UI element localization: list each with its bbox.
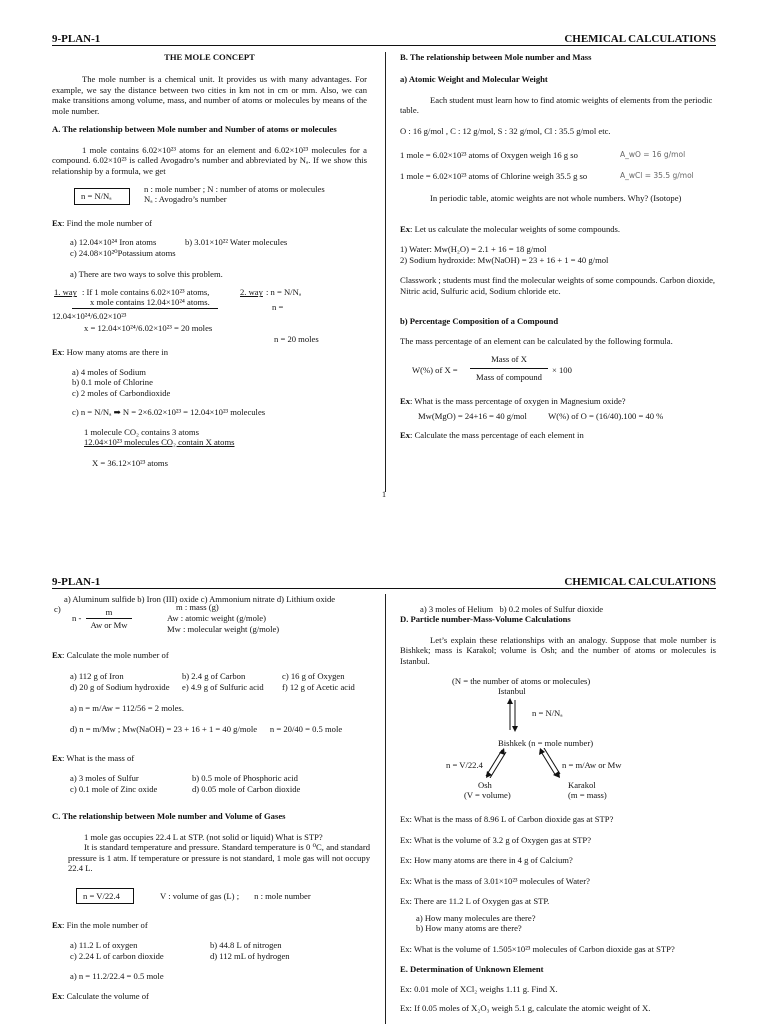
water-weight: 1) Water: Mw(H₂O) = 2.1 + 16 = 18 g/mol (400, 244, 547, 255)
left-diagonal-arrow-icon (482, 748, 508, 778)
section-b-sub-a: a) Atomic Weight and Molecular Weight (400, 74, 548, 85)
atomic-weights: O : 16 g/mol , C : 12 g/mol, S : 32 g/mol, Cl : 35.5 g/mol etc. (400, 125, 611, 136)
ex7-d: d) 0.05 mole of Carbon dioxide (192, 784, 301, 795)
diagram-karakol: Karakol (568, 780, 596, 791)
page2-right-column (400, 594, 716, 1014)
ex8-a: a) 11.2 L of oxygen (70, 940, 138, 951)
ex1-b: b) 3.01×10²² Water molecules (185, 236, 288, 247)
n-equals: n - (72, 613, 82, 624)
page1-header-right: CHEMICAL CALCULATIONS (564, 33, 716, 45)
volume-formula-box: n = V/22.4 (76, 888, 134, 904)
ex-label: Ex (52, 650, 63, 661)
section-d-text: Let’s explain these relationships with an analogy. Suppose that mole number is Bishkek; mass is Karakol; volume is Osh; and the number of atoms or molecules is Istanbul. (400, 634, 716, 666)
way2-line1: : n = N/Nₐ (266, 287, 302, 298)
example-5 (400, 430, 716, 440)
diagram-karakol-mass: (m = mass) (568, 790, 607, 801)
section-e-title: E. Determination of Unknown Element (400, 964, 544, 975)
formula-numerator: Mass of X (491, 354, 527, 365)
example-3 (400, 224, 716, 234)
way1-line1: : If 1 mole contains 6.02×10²³ atoms, (82, 287, 210, 298)
ex-text: : Let us calculate the molecular weights of some compounds. (410, 223, 621, 234)
section-b-text: Each student must learn how to find atomic weights of elements from the periodic table. (400, 94, 713, 116)
ex6-a: a) 112 g of Iron (70, 670, 124, 681)
ex6-solution-d: d) n = m/Mw ; Mw(NaOH) = 23 + 16 + 1 = 40 g/mole n = 20/40 = 0.5 mole (70, 724, 343, 735)
ex-label: Ex (52, 347, 63, 358)
vertical-double-arrow-icon (506, 698, 520, 732)
example-2 (52, 347, 367, 357)
ex2-solution-c: c) n = N/Nₐ ➡ N = 2×6.02×10²³ = 12.04×10²³ molecules (72, 407, 266, 418)
formula-denominator: Mass of compound (476, 372, 542, 383)
example-7 (52, 753, 370, 763)
ex6-c: c) 16 g of Oxygen (282, 670, 345, 681)
formula-bar (470, 368, 548, 369)
formula-def-2: Nₐ : Avogadro’s number (144, 194, 227, 205)
question-4: Ex: What is the mass of 3.01×10²³ molecules of Water? (400, 875, 590, 886)
example-9 (52, 991, 370, 1001)
way2-label: 2. way (240, 287, 263, 298)
ex7-c: c) 0.1 mole of Zinc oxide (70, 784, 158, 795)
periodic-note: In periodic table, atomic weights are not whole numbers. Why? (Isotope) (430, 193, 682, 204)
page-number: 1 (382, 490, 386, 499)
formula-def-1: n : mole number ; N : number of atoms or molecules (144, 184, 325, 195)
diagram-istanbul: Istanbul (498, 686, 526, 697)
section-d-title: D. Particle number-Mass-Volume Calculations (400, 614, 571, 625)
c-label: c) (54, 604, 61, 615)
question-5b: b) How many atoms are there? (416, 923, 522, 934)
diagram-top-label: (N = the number of atoms or molecules) (452, 676, 591, 687)
question-5: Ex: There are 11.2 L of Oxygen gas at STP. (400, 896, 550, 907)
naoh-weight: 2) Sodium hydroxide: Mw(NaOH) = 23 + 16 + 1 = 40 g/mol (400, 254, 609, 265)
oxygen-line: 1 mole = 6.02×10²³ atoms of Oxygen weigh 16 g so (400, 150, 578, 161)
ex-text: : What is the mass percentage of oxygen in Magnesium oxide? (410, 396, 626, 407)
ex2-b: b) 0.1 mole of Chlorine (72, 377, 153, 388)
diagram-bishkek: Bishkek (n = mole number) (498, 738, 594, 749)
page1-left-column (52, 52, 367, 468)
ex-label: Ex (400, 430, 411, 441)
example-6 (52, 650, 370, 660)
ex4-solution: Mw(MgO) = 24+16 = 40 g/mol W(%) of O = (16/40).100 = 40 % (418, 410, 664, 421)
ex1-a: a) 12.04×10²⁴ Iron atoms (70, 236, 157, 247)
co2-line-1: 1 molecule CO₂ contains 3 atoms (84, 426, 199, 437)
way1-label: 1. way (54, 287, 77, 298)
question-8: Ex: If 0.05 moles of X₂O₃ weigh 5.1 g, calculate the atomic weight of X. (400, 1003, 651, 1014)
classwork: Classwork ; students must find the molecular weights of some compounds. Carbon dioxide, Nitric acid, Sulfuric acid, Sodium chloride etc. (400, 275, 716, 296)
diagram-n-m: n = m/Aw or Mw (562, 760, 622, 771)
diagram-n-v: n = V/22.4 (446, 760, 483, 771)
percentage-formula (400, 354, 716, 386)
ex6-e: e) 4.9 g of Sulfuric acid (182, 681, 264, 692)
ex6-d: d) 20 g of Sodium hydroxide (70, 681, 170, 692)
section-c-title: C. The relationship between Mole number and Volume of Gases (52, 811, 286, 822)
co2-line-2: 12.04×10²³ molecules CO₂ contain X atoms (84, 437, 235, 448)
ex-label: Ex (52, 990, 63, 1001)
question-3: Ex: How many atoms are there in 4 g of Calcium? (400, 855, 573, 866)
ex-text: : Calculate the mass percentage of each element in (410, 430, 584, 441)
way1-line2: x mole contains 12.04×10²⁴ atoms. (90, 297, 210, 308)
ex8-d: d) 112 mL of hydrogen (210, 951, 290, 962)
ex8-c: c) 2.24 L of carbon dioxide (70, 951, 164, 962)
chlorine-aw: A_wCl = 35.5 g/mol (620, 171, 694, 181)
section-b-title: B. The relationship between Mole number and Mass (400, 52, 592, 62)
ex1-c: c) 24.08×10²⁰Potassium atoms (70, 247, 176, 258)
page1-title: THE MOLE CONCEPT (164, 52, 255, 62)
ex8-b: b) 44.8 L of nitrogen (210, 940, 282, 951)
ex-text: : What is the mass of (62, 752, 135, 763)
ex-text: : Find the mole number of (62, 218, 153, 229)
ex-label: Ex (52, 218, 63, 229)
page2-left-column (52, 594, 370, 1001)
m-denominator: Aw or Mw (90, 620, 128, 631)
way2-n: n = (272, 302, 284, 313)
page1-header (52, 33, 716, 46)
page2-header-right: CHEMICAL CALCULATIONS (564, 576, 716, 588)
question-6: Ex: What is the volume of 1.505×10²³ molecules of Carbon dioxide gas at STP? (400, 943, 675, 954)
example-8 (52, 920, 370, 930)
intro-paragraph: The mole number is a chemical unit. It provides us with many advantages. For example, we say the distance between two cities in km not in cm or mm. Also, we can make transitions among volume, mass, and number of atoms or molecules by means of the mole number. (52, 74, 367, 116)
way2-result: n = 20 moles (274, 334, 319, 345)
oxygen-aw: A_wO = 16 g/mol (620, 150, 686, 160)
question-5a: a) How many molecules are there? (416, 912, 536, 923)
m-numerator: m (105, 607, 113, 618)
page1-header-left: 9-PLAN-1 (52, 33, 101, 45)
ex-text: : Calculate the mole number of (62, 650, 169, 661)
ex9-items: a) 3 moles of Helium b) 0.2 moles of Sulfur dioxide (420, 604, 604, 614)
section-a-title: A. The relationship between Mole number and Number of atoms or molecules (52, 124, 337, 135)
ex-label: Ex (52, 752, 63, 763)
ex6-f: f) 12 g of Acetic acid (282, 681, 355, 692)
diagram-n-nna: n = N/Nₐ (532, 708, 563, 719)
question-2: Ex: What is the volume of 3.2 g of Oxygen gas at STP? (400, 834, 592, 845)
m-fraction-bar (86, 618, 132, 619)
ex7-b: b) 0.5 mole of Phosphoric acid (192, 773, 298, 784)
aw-def: Aw : atomic weight (g/mole) (167, 613, 266, 624)
formula-multiplier: × 100 (552, 365, 572, 376)
section-c-text-2: It is standard temperature and pressure. Standard temperature is 0 ⁰C, and standard pressure is 1 atm. If temperature or pressure is not standard, 1 mole gas will not occupy 22.4 L. (68, 842, 370, 874)
question-7: Ex: 0.01 mole of XCl₂ weighs 1.11 g. Find X. (400, 983, 558, 994)
avogadro-formula-box: n = N/Nₐ (74, 188, 130, 204)
page2-header-left: 9-PLAN-1 (52, 576, 101, 588)
ex-text: : Calculate the volume of (62, 990, 149, 1001)
section-a-text: 1 mole contains 6.02×10²³ atoms for an element and 6.02×10²³ molecules for a compound. 6.02×10²³ is called Avogadro’s number and abbreviated by Nₐ. If we show this relationship by a formula, we get (52, 144, 367, 176)
way1-result: x = 12.04×10²⁴/6.02×10²³ = 20 moles (84, 323, 213, 334)
example-1 (52, 218, 367, 228)
diagram-osh-volume: (V = volume) (464, 790, 511, 801)
m-def: m : mass (g) (176, 602, 219, 613)
way1-fraction-bar (72, 308, 218, 309)
diagram-osh: Osh (478, 780, 492, 791)
page2-column-divider (385, 594, 386, 1024)
ex8-solution: a) n = 11.2/22.4 = 0.5 mole (70, 971, 164, 982)
ex-label: Ex (400, 223, 411, 234)
co2-result: X = 36.12×10²³ atoms (92, 457, 168, 468)
ex-text: : Fin the mole number of (62, 919, 148, 930)
question-1: Ex: What is the mass of 8.96 L of Carbon dioxide gas at STP? (400, 814, 614, 825)
mw-def: Mw : molecular weight (g/mole) (167, 624, 280, 635)
ex-label: Ex (52, 919, 63, 930)
ex7-a: a) 3 moles of Sulfur (70, 773, 139, 784)
section-b-sub-b: b) Percentage Composition of a Compound (400, 316, 559, 327)
way2-fraction: 12.04×10²⁴/6.02×10²³ (52, 311, 127, 322)
percentage-text: The mass percentage of an element can be calculated by the following formula. (400, 335, 673, 346)
chlorine-line: 1 mole = 6.02×10²³ atoms of Chlorine weigh 35.5 g so (400, 171, 588, 182)
page2-header (52, 576, 716, 589)
page1-right-column (400, 52, 716, 441)
page1-column-divider (385, 52, 386, 492)
ex2-c: c) 2 moles of Carbondioxide (72, 387, 171, 398)
ex2-a: a) 4 moles of Sodium (72, 366, 146, 377)
formula-lhs: W(%) of X = (412, 365, 458, 376)
volume-def: V : volume of gas (L) ; n : mole number (160, 890, 311, 901)
ex-label: Ex (400, 396, 411, 407)
section-c-text-1: 1 mole gas occupies 22.4 L at STP. (not solid or liquid) What is STP? (84, 831, 323, 842)
ex6-b: b) 2.4 g of Carbon (182, 670, 246, 681)
right-diagonal-arrow-icon (538, 748, 564, 778)
analogy-diagram (400, 676, 716, 808)
ex-text: : How many atoms are there in (62, 347, 168, 358)
example-4 (400, 396, 716, 406)
compounds-list: a) Aluminum sulfide b) Iron (III) oxide c) Ammonium nitrate d) Lithium oxide (64, 594, 336, 604)
ex6-solution-a: a) n = m/Aw = 112/56 = 2 moles. (70, 702, 184, 713)
ex1-solution: a) There are two ways to solve this problem. (70, 268, 223, 279)
